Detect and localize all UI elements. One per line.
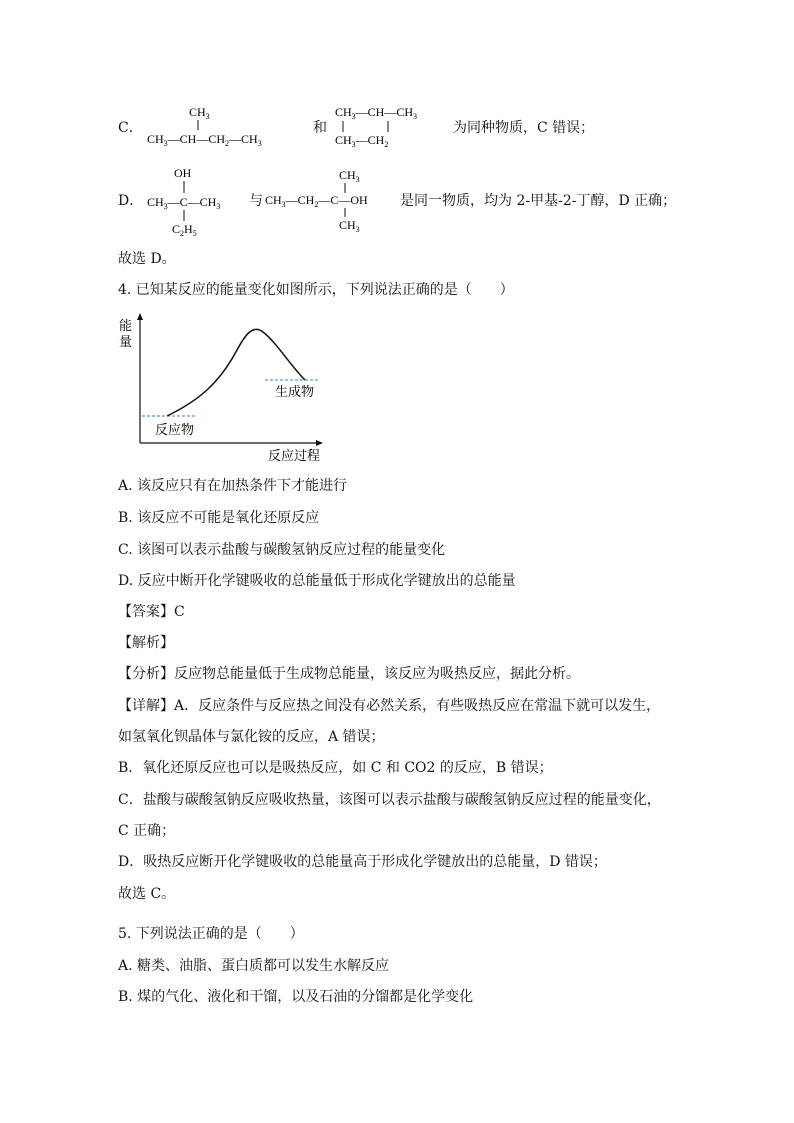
d1-ethyl: $C_2H_5$: [172, 222, 197, 238]
q4-detail-line1: 【详解】A．反应条件与反应热之间没有必然关系，有些吸热反应在常温下就可以发生，: [118, 698, 661, 714]
q4-stem: 4. 已知某反应的能量变化如图所示，下列说法正确的是（ ）: [118, 282, 514, 298]
option-d-text: 是同一物质，均为 2-甲基-2-丁醇，D 正确；: [400, 193, 677, 209]
structure-d1: [144, 163, 244, 239]
q4-detail-c1: C．盐酸与碳酸氢钠反应吸收热量，该图可以表示盐酸与碳酸氢钠反应过程的能量变化，: [118, 792, 661, 808]
q4-option-d: D. 反应中断开化学键吸收的总能量低于形成化学键放出的总能量: [118, 573, 516, 589]
c1-methyl-top: $CH_3$: [189, 105, 210, 121]
q4-option-a: A. 该反应只有在加热条件下才能进行: [118, 478, 348, 494]
y-axis-label-1: 能: [119, 318, 133, 333]
option-c-text: 为同种物质，C 错误；: [453, 120, 595, 136]
energy-curve: [167, 329, 305, 416]
q5-stem: 5. 下列说法正确的是（ ）: [118, 926, 304, 942]
x-axis-arrow: [316, 440, 323, 446]
d2-methyl-top: $CH_3$: [339, 168, 360, 184]
structure-c1: [140, 100, 310, 152]
d1-main: $CH_3—C—CH_3$: [147, 195, 221, 211]
x-axis-label: 反应过程: [268, 448, 321, 463]
q4-option-c: C. 该图可以表示盐酸与碳酸氢钠反应过程的能量变化: [118, 542, 446, 558]
q4-detail-d: D．吸热反应断开化学键吸收的总能量高于形成化学键放出的总能量，D 错误；: [118, 854, 607, 870]
q4-detail-c2: C 正确；: [118, 823, 176, 839]
and-word-d: 与: [249, 193, 263, 209]
q5-option-b: B. 煤的气化、液化和干馏，以及石油的分馏都是化学变化: [118, 989, 474, 1005]
q4-analysis-title: 【解析】: [118, 635, 174, 651]
energy-diagram: [115, 310, 330, 468]
c2-row2: $CH_3—CH_2$: [335, 133, 389, 149]
and-word-c: 和: [313, 120, 327, 136]
structure-c2: [333, 100, 453, 152]
q4-analysis: 【分析】反应物总能量低于生成物总能量，该反应为吸热反应，据此分析。: [118, 666, 580, 682]
q3-conclusion: 故选 D。: [118, 251, 176, 267]
c1-main-chain: $CH_3—CH—CH_2—CH_3$: [147, 132, 262, 148]
q4-option-b: B. 该反应不可能是氧化还原反应: [118, 510, 320, 526]
structure-d2: [263, 163, 398, 239]
y-axis-label-2: 量: [119, 334, 133, 349]
product-label: 生成物: [275, 384, 315, 399]
option-d-label: D．: [118, 193, 144, 209]
d2-methyl-bottom: $CH_3$: [339, 218, 360, 234]
q4-conclusion: 故选 C。: [118, 886, 176, 902]
option-c-label: C．: [118, 120, 143, 136]
q4-answer: 【答案】C: [118, 604, 185, 620]
d1-oh: OH: [174, 166, 192, 180]
q4-detail-line2: 如氢氧化钡晶体与氯化铵的反应，A 错误；: [118, 729, 385, 745]
q5-option-a: A. 糖类、油脂、蛋白质都可以发生水解反应: [118, 958, 390, 974]
reactant-label: 反应物: [155, 422, 195, 437]
q4-detail-b: B．氧化还原反应也可以是吸热反应，如 C 和 CO2 的反应，B 错误；: [118, 760, 553, 776]
y-axis-arrow: [137, 313, 143, 320]
d2-main: $CH_3—CH_2—C—OH$: [265, 193, 368, 209]
c2-row1: $CH_3—CH—CH_3$: [335, 105, 418, 121]
